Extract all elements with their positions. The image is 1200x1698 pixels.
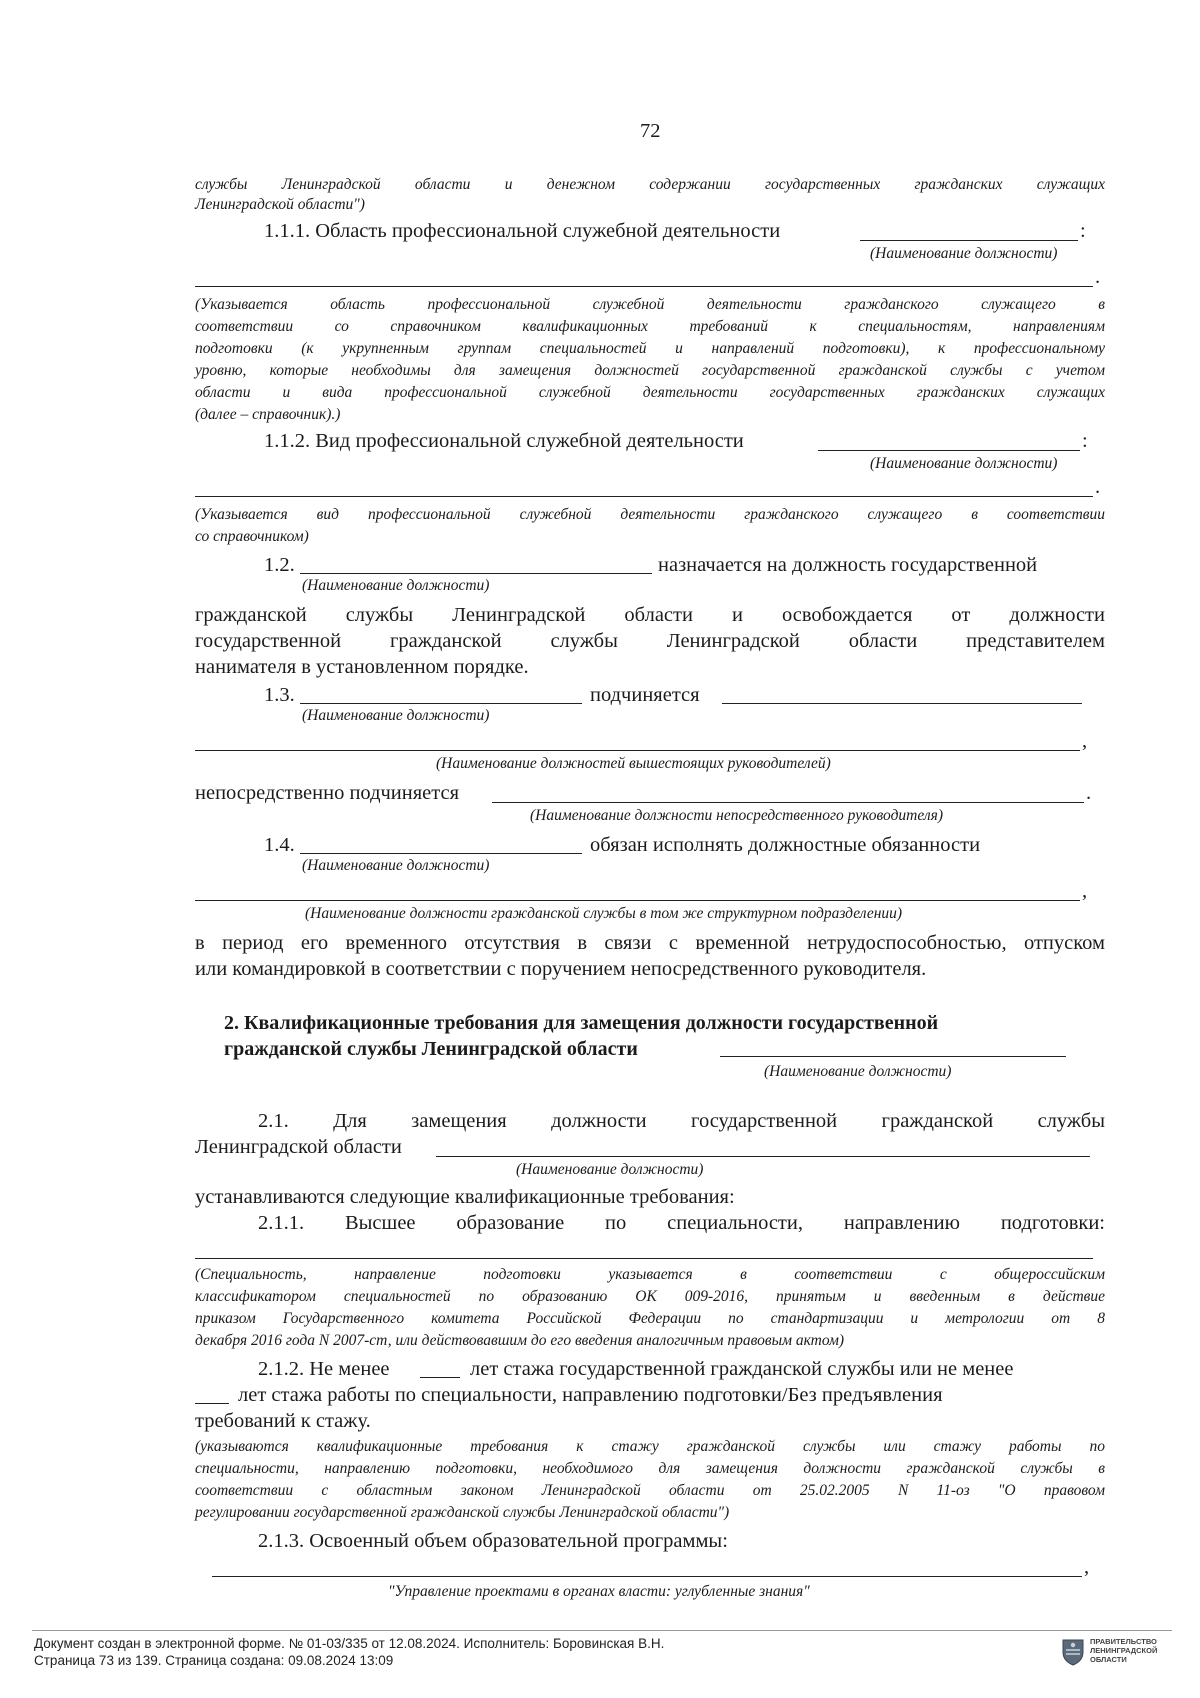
- period-mark: .: [1095, 266, 1101, 288]
- logo-text-line-1: ПРАВИТЕЛЬСТВО: [1090, 1637, 1157, 1646]
- period-mark: .: [1086, 782, 1092, 804]
- blank-line: [492, 802, 1084, 803]
- blank-line: [300, 573, 652, 574]
- clause-2-1-2-mid: лет стажа государственной гражданской службы или не менее: [470, 1358, 1014, 1380]
- note-line: декабря 2016 года N 2007-ст, или действовавшим до его введения аналогичным правовым актом): [195, 1332, 845, 1349]
- blank-line: [300, 853, 582, 854]
- clause-2-1-3: 2.1.3. Освоенный объем образовательной программы:: [258, 1530, 728, 1552]
- note-line: (Указывается область профессиональной служебной деятельности гражданского служащего в: [195, 296, 1105, 313]
- blank-line: [860, 240, 1078, 241]
- clause-1-3-text: подчиняется: [590, 684, 700, 706]
- blank-line: [722, 703, 1082, 704]
- blank-line: [195, 1403, 229, 1404]
- clause-2-1-line-3: устанавливаются следующие квалификационные требования:: [195, 1186, 735, 1208]
- clause-1-4-number: 1.4.: [264, 834, 295, 856]
- caption-position-name: (Наименование должности): [302, 857, 490, 874]
- comma-mark: ,: [1084, 1556, 1090, 1578]
- coat-of-arms-icon: [1062, 1638, 1084, 1666]
- comma-mark: ,: [1082, 880, 1088, 902]
- blank-line: [195, 900, 1080, 901]
- note-line: (указываются квалификационные требования к стажу гражданской службы или стажу работы по: [195, 1438, 1105, 1455]
- clause-1-1-1: 1.1.1. Область профессиональной служебной деятельности: [264, 220, 781, 242]
- caption-position-name: (Наименование должности): [516, 1161, 704, 1178]
- colon-mark: :: [1080, 220, 1086, 242]
- caption-position-name: (Наименование должности): [302, 577, 490, 594]
- page-number: 72: [640, 120, 661, 142]
- logo-text-line-3: ОБЛАСТИ: [1090, 1655, 1127, 1664]
- note-line: соответствии с областным законом Ленинградской области от 25.02.2005 N 11-оз "О правовом: [195, 1482, 1105, 1499]
- caption-program-title: "Управление проектами в органах власти: углубленные знания": [388, 1583, 810, 1600]
- blank-line: [195, 1258, 1093, 1259]
- clause-2-1-line-1: 2.1. Для замещения должности государственной гражданской службы: [258, 1110, 1105, 1132]
- caption-position-name: (Наименование должности): [870, 455, 1058, 472]
- paragraph-line: гражданской службы Ленинградской области и освобождается от должности: [195, 604, 1105, 626]
- section-2-heading-line-1: 2. Квалификационные требования для замещения должности государственной: [224, 1012, 939, 1034]
- blank-line: [300, 703, 582, 704]
- blank-line: [195, 496, 1093, 497]
- paragraph-line: государственной гражданской службы Ленинградской области представителем: [195, 630, 1105, 652]
- caption-position-name: (Наименование должности): [302, 707, 490, 724]
- clause-1-2-number: 1.2.: [264, 554, 295, 576]
- clause-1-3-number: 1.3.: [264, 684, 295, 706]
- caption-direct-manager: (Наименование должности непосредственного руководителя): [530, 807, 943, 824]
- blank-line: [212, 1576, 1082, 1577]
- clause-2-1-2-cont: лет стажа работы по специальности, направлению подготовки/Без предъявления: [238, 1384, 943, 1406]
- clause-2-1-2-end: требований к стажу.: [195, 1410, 371, 1432]
- colon-mark: :: [1082, 430, 1088, 452]
- clause-1-1-2: 1.1.2. Вид профессиональной служебной деятельности: [264, 430, 744, 452]
- period-mark: .: [1095, 476, 1101, 498]
- clause-2-1-1: 2.1.1. Высшее образование по специальности, направлению подготовки:: [258, 1212, 1105, 1234]
- footer-divider: [32, 1630, 1172, 1631]
- blank-line: [436, 1156, 1090, 1157]
- caption-same-unit-position: (Наименование должности гражданской службы в том же структурном подразделении): [305, 905, 903, 922]
- note-line: области и вида профессиональной служебной деятельности государственных гражданских служащих: [195, 384, 1105, 401]
- clause-1-4-text: обязан исполнять должностные обязанности: [590, 834, 981, 856]
- note-line: соответствии со справочником квалификационных требований к специальностям, направлениям: [195, 318, 1105, 335]
- note-line: регулировании государственной гражданской службы Ленинградской области"): [195, 1504, 730, 1521]
- intro-line-2: Ленинградской области"): [195, 196, 365, 213]
- note-line: специальности, направлению подготовки, необходимого для замещения должности гражданской службы в: [195, 1460, 1105, 1477]
- footer-line-1: Документ создан в электронной форме. № 01-03/335 от 12.08.2024. Исполнитель: Боровинская В.Н.: [34, 1636, 665, 1651]
- note-line: (Специальность, направление подготовки указывается в соответствии с общероссийским: [195, 1266, 1105, 1283]
- paragraph-line: нанимателя в установленном порядке.: [195, 656, 529, 678]
- intro-line-1: службы Ленинградской области и денежном содержании государственных гражданских служащих: [195, 176, 1105, 193]
- blank-line: [818, 450, 1080, 451]
- blank-line: [195, 286, 1093, 287]
- note-line: со справочником): [195, 528, 309, 545]
- caption-position-name: (Наименование должности): [764, 1063, 952, 1080]
- blank-line: [720, 1056, 1066, 1057]
- note-line: подготовки (к укрупненным группам специальностей и направлений подготовки), к профессиональному: [195, 340, 1105, 357]
- blank-line: [420, 1377, 460, 1378]
- paragraph-line: в период его временного отсутствия в связи с временной нетрудоспособностью, отпуском: [195, 932, 1105, 954]
- caption-position-name: (Наименование должности): [870, 245, 1058, 262]
- clause-2-1-line-2: Ленинградской области: [195, 1136, 402, 1158]
- government-logo: [1062, 1636, 1182, 1670]
- direct-subordination-label: непосредственно подчиняется: [195, 782, 460, 804]
- comma-mark: ,: [1082, 730, 1088, 752]
- note-line: (Указывается вид профессиональной служебной деятельности гражданского служащего в соответствии: [195, 506, 1105, 523]
- note-line: уровню, которые необходимы для замещения должностей государственной гражданской службы с учетом: [195, 362, 1105, 379]
- note-line: приказом Государственного комитета Российской Федерации по стандартизации и метрологии от 8: [195, 1310, 1105, 1327]
- clause-2-1-2-start: 2.1.2. Не менее: [258, 1358, 390, 1380]
- section-2-heading-line-2: гражданской службы Ленинградской области: [224, 1038, 638, 1060]
- clause-1-2-text: назначается на должность государственной: [658, 554, 1038, 576]
- note-line: классификатором специальностей по образованию ОК 009-2016, принятым и введенным в действие: [195, 1288, 1105, 1305]
- footer-line-2: Страница 73 из 139. Страница создана: 09.08.2024 13:09: [34, 1653, 394, 1668]
- paragraph-line: или командировкой в соответствии с поручением непосредственного руководителя.: [195, 958, 927, 980]
- blank-line: [195, 750, 1080, 751]
- caption-senior-managers: (Наименование должностей вышестоящих руководителей): [436, 755, 831, 772]
- note-line: (далее – справочник).): [195, 406, 341, 423]
- logo-text-line-2: ЛЕНИНГРАДСКОЙ: [1090, 1646, 1158, 1655]
